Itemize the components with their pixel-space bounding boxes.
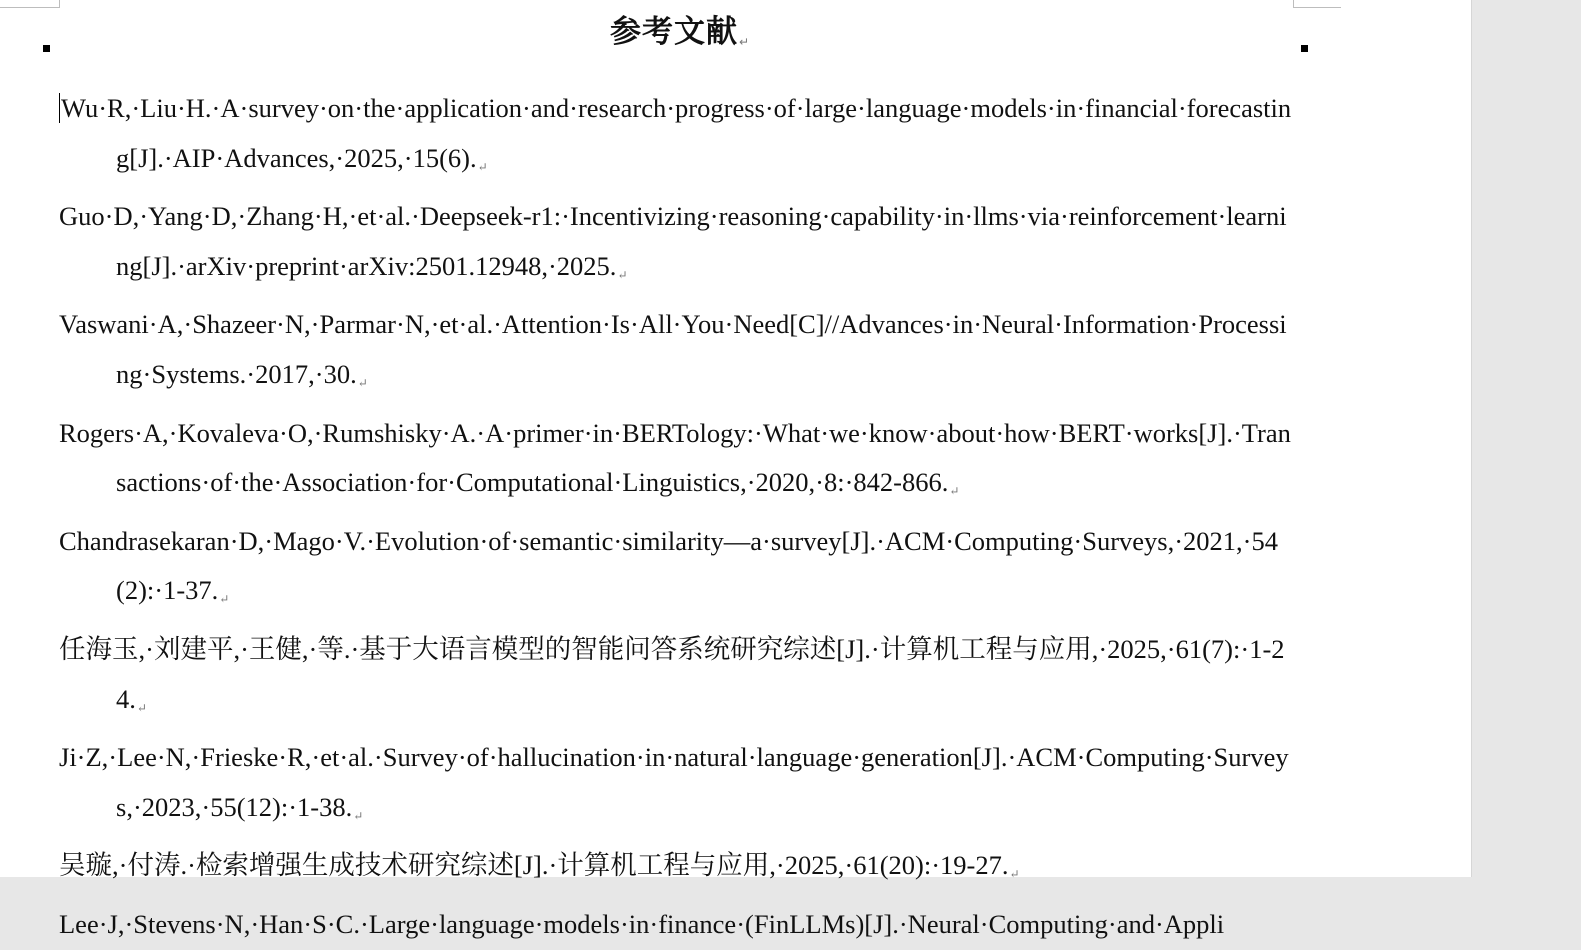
document-background-pane: [1472, 0, 1581, 877]
paragraph-mark-icon: ↵: [136, 700, 147, 715]
reference-item[interactable]: Wu·R,·Liu·H.·A·survey·on·the·application·and·research·progress·of·large·language·models·in·financial·forecasting[J].·AIP·Advances,·2025,·15(6).↵: [61, 93, 1292, 174]
title-text: 参考文献: [609, 14, 738, 50]
paragraph-mark-icon: ↵: [357, 375, 368, 390]
paragraph-mark-icon: ↵: [477, 159, 488, 174]
paragraph-mark-icon: ↵: [1009, 867, 1020, 882]
reference-item[interactable]: Lee·J,·Stevens·N,·Han·S·C.·Large·language·models·in·finance·(FinLLMs)[J].·Neural·Computing·and·Appli: [59, 908, 1225, 939]
paragraph-mark-icon: ↵: [617, 267, 628, 282]
paragraph-mark-icon: ↵: [219, 592, 230, 607]
reference-item[interactable]: 任海玉,·刘建平,·王健,·等.·基于大语言模型的智能问答系统研究综述[J].·计算机工程与应用,·2025,·61(7):·1-24.↵: [59, 633, 1285, 715]
reference-item[interactable]: 吴璇,·付涛.·检索增强生成技术研究综述[J].·计算机工程与应用,·2025,·61(20):·19-27.↵: [59, 850, 1020, 882]
reference-item[interactable]: Rogers·A,·Kovaleva·O,·Rumshisky·A.·A·primer·in·BERTology:·What·we·know·about·how·BERT·works[J].·Transactions·of·the·Association·for·Computational·Linguistics,·2020,·8:·842-866.↵: [59, 417, 1291, 499]
paragraph-mark-icon: ↵: [738, 35, 751, 49]
text-cursor: [59, 93, 60, 123]
reference-list[interactable]: [59, 84, 1299, 950]
page-title[interactable]: [0, 6, 1360, 51]
reference-item[interactable]: Vaswani·A,·Shazeer·N,·Parmar·N,·et·al.·Attention·Is·All·You·Need[C]//Advances·in·Neural·Information·Processing·Systems.·2017,·30.↵: [59, 309, 1287, 390]
reference-item[interactable]: Ji·Z,·Lee·N,·Frieske·R,·et·al.·Survey·of·hallucination·in·natural·language·generation[J].·ACM·Computing·Surveys,·2023,·55(12):·1-38.↵: [59, 742, 1289, 823]
paragraph-mark-icon: ↵: [353, 808, 364, 823]
reference-item[interactable]: Chandrasekaran·D,·Mago·V.·Evolution·of·semantic·similarity—a·survey[J].·ACM·Computing·Surveys,·2021,·54(2):·1-37.↵: [59, 525, 1278, 607]
paragraph-mark-icon: ↵: [949, 484, 960, 499]
reference-item[interactable]: Guo·D,·Yang·D,·Zhang·H,·et·al.·Deepseek-r1:·Incentivizing·reasoning·capability·in·llms·via·reinforcement·learning[J].·arXiv·preprint·arXiv:2501.12948,·2025.↵: [59, 201, 1287, 282]
